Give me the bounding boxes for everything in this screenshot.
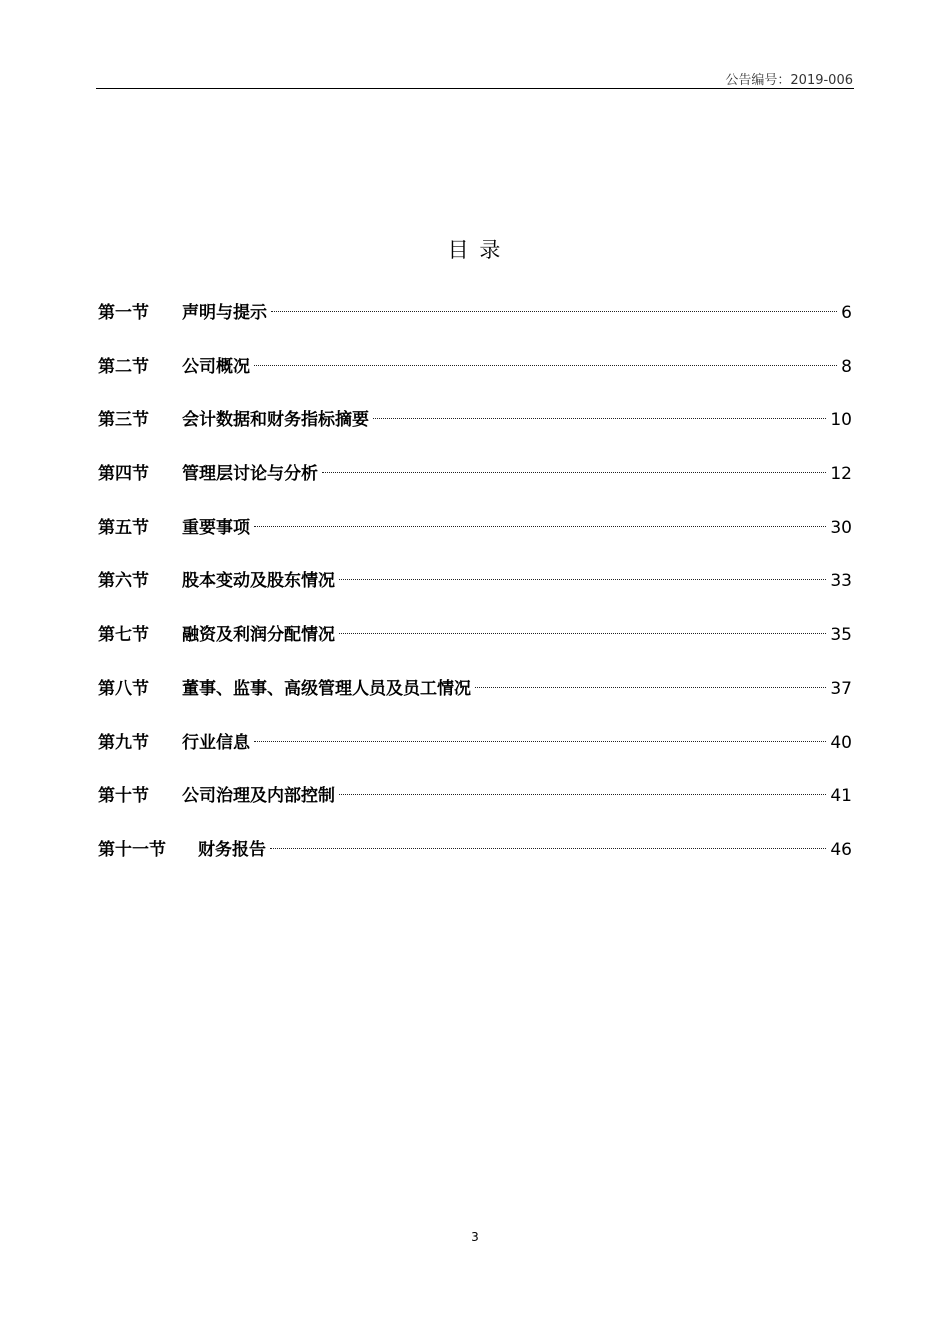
toc-section-title: 融资及利润分配情况 [182,625,335,646]
toc-entry-9[interactable] [98,727,852,781]
toc-entry-4[interactable] [98,458,852,512]
toc-dot-leader [373,418,826,419]
toc-title: 目 录 [447,238,503,262]
toc-dot-leader [254,526,826,527]
toc-section-number: 第六节 [98,571,149,592]
toc-section-title: 公司概况 [182,356,250,377]
toc-entry-3[interactable] [98,404,852,458]
toc-page-number: 37 [830,678,852,699]
toc-section-title: 行业信息 [182,732,250,753]
toc-entry-11[interactable] [98,834,852,888]
toc-entry-6[interactable] [98,565,852,619]
toc-section-number: 第七节 [98,625,149,646]
toc-section-title: 股本变动及股东情况 [182,571,335,592]
toc-entry-10[interactable] [98,780,852,834]
toc-section-number: 第五节 [98,517,149,538]
toc-dot-leader [322,472,826,473]
toc-section-number: 第九节 [98,732,149,753]
page-number: 3 [471,1230,479,1244]
toc-section-title: 财务报告 [198,839,266,860]
toc-section-number: 第三节 [98,410,149,431]
toc-page-number: 8 [841,356,852,377]
toc-dot-leader [339,633,826,634]
toc-dot-leader [339,794,826,795]
toc-section-title: 重要事项 [182,517,250,538]
announcement-number: 公告编号：2019-006 [725,73,853,88]
toc-page-number: 41 [830,786,852,807]
toc-entry-2[interactable] [98,351,852,405]
toc-section-number: 第一节 [98,303,149,323]
toc-dot-leader [270,848,826,849]
toc-section-number: 第十一节 [98,839,166,860]
toc-page-number: 12 [830,464,852,485]
table-of-contents [98,297,852,888]
toc-section-number: 第四节 [98,464,149,485]
toc-dot-leader [254,365,837,366]
toc-entry-8[interactable] [98,673,852,727]
toc-page-number: 10 [830,410,852,431]
toc-entry-5[interactable] [98,512,852,566]
toc-section-title: 会计数据和财务指标摘要 [182,410,369,431]
toc-page-number: 35 [830,625,852,646]
toc-dot-leader [271,311,837,312]
toc-page-number: 30 [830,517,852,538]
toc-entry-1[interactable] [98,297,852,351]
toc-page-number: 6 [841,303,852,323]
toc-page-number: 46 [830,839,852,860]
toc-section-title: 董事、监事、高级管理人员及员工情况 [182,678,471,699]
header-divider [96,88,854,89]
toc-page-number: 40 [830,732,852,753]
toc-entry-7[interactable] [98,619,852,673]
toc-section-title: 管理层讨论与分析 [182,464,318,485]
toc-dot-leader [475,687,826,688]
toc-section-title: 声明与提示 [182,303,267,323]
toc-page-number: 33 [830,571,852,592]
toc-section-number: 第十节 [98,786,149,807]
toc-section-title: 公司治理及内部控制 [182,786,335,807]
toc-dot-leader [339,579,826,580]
toc-section-number: 第八节 [98,678,149,699]
toc-section-number: 第二节 [98,356,149,377]
toc-dot-leader [254,741,826,742]
